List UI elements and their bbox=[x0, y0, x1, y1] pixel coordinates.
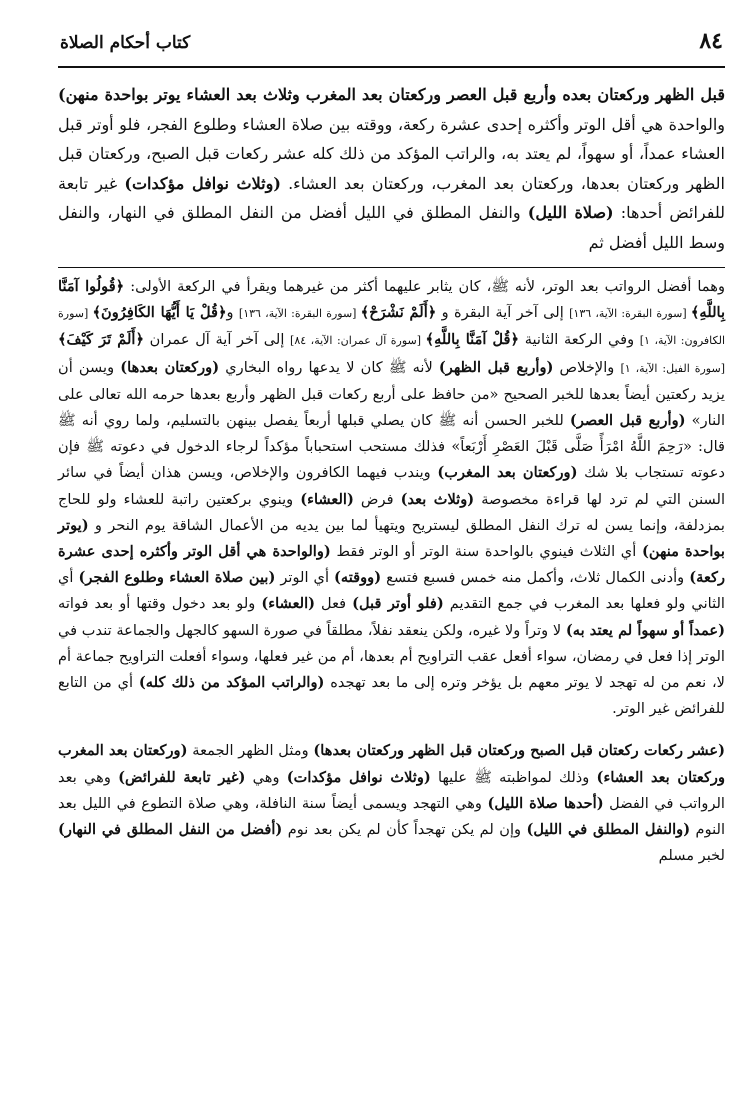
footnote-text-segment: وأدنى الكمال ثلاث، وأكمل منه خمس فسبع فتسع bbox=[381, 569, 690, 587]
quran-verse: ﴿قُلْ يَا أَيُّهَا الكَافِرُونَ﴾ bbox=[92, 304, 227, 322]
footnote-bold-segment: (والراتب المؤكد من ذلك كله) bbox=[138, 674, 325, 692]
footnotes bbox=[58, 274, 725, 869]
page-header bbox=[58, 28, 725, 68]
main-bold-segment: قبل الظهر وركعتان بعده وأربع قبل العصر وركعتان بعد المغرب وثلاث بعد العشاء يوتر بواحدة منهن) bbox=[58, 85, 725, 104]
main-bold-segment: (وثلاث نوافل مؤكدات) bbox=[124, 173, 281, 193]
book-page bbox=[58, 28, 725, 869]
footnote-bold-segment: (عمداً أو سهواً لم يعتد به) bbox=[565, 621, 725, 639]
footnote-text-segment: أي الوتر bbox=[275, 569, 335, 587]
footnote-text-segment: ويسن أن يزيد ركعتين أيضاً بعدها للخبر الصحيح «من حافظ على أربع ركعات قبل الظهر وأربع بعدها حرمه الله تعالى على النار» bbox=[58, 358, 726, 430]
footnote-text-segment: وإن لم يكن تهجداً كأن لم يكن بعد نوم bbox=[282, 821, 527, 839]
footnote-bold-segment: (وأربع قبل العصر) bbox=[569, 412, 686, 430]
footnote-text-segment: للخبر الحسن أنه ﷺ كان يصلي قبلها أربعاً يفصل بينهن بالتسليم، ولما روي أنه ﷺ قال: «رَحِمَ اللَّهُ امْرَأً صَلَّى قَبْلَ العَصْرِ أَرْبَعاً» فذلك مستحب استحباباً مؤكداً لرجاء الدخول في دعوته ﷺ فإن دعوته تستجاب بلا شك bbox=[58, 412, 725, 482]
footnote-bold-segment: (وأربع قبل الظهر) bbox=[438, 358, 554, 376]
footnote-bold-segment: (العشاء) bbox=[261, 595, 316, 613]
footnote-text-segment: لا وتراً ولا غيره، ولكن ينعقد نفلاً، مطلقاً في صورة السهو كالجهل والجماعة تندب في الوتر إذا فعل في رمضان، سواء أفعل عقب التراويح أم بعدها، أم من غير فعلها، وسواء أفعلت التراويح جماعة أم لا، نعم من له تهجد لا يوتر معهم بل يؤخر وتره إلى ما بعد تهجده bbox=[58, 621, 725, 692]
footnote-paragraph bbox=[58, 738, 725, 869]
footnote-bold-segment: (والنفل المطلق في الليل) bbox=[526, 821, 691, 839]
footnote-bold-segment: (يوتر بواحدة منهن) bbox=[58, 516, 725, 561]
footnote-separator bbox=[58, 267, 725, 268]
footnote-bold-segment: (وركعتان بعد المغرب) bbox=[437, 464, 578, 482]
footnote-text-segment: إلى آخر آية آل عمران bbox=[144, 331, 291, 349]
footnote-text-segment: أي من التابع للفرائض غير الوتر. bbox=[58, 674, 725, 718]
footnote-bold-segment: (والواحدة هي أقل الوتر وأكثره إحدى عشرة ركعة) bbox=[58, 543, 725, 587]
footnote-text-segment: لأنه ﷺ كان لا يدعها رواه البخاري bbox=[219, 358, 439, 376]
main-text-segment: والنفل المطلق في الليل أفضل من النفل المطلق في النهار، والنفل وسط الليل أفضل ثم bbox=[58, 203, 725, 252]
quran-verse: ﴿قُولُوا آمَنَّا بِاللَّهِ﴾ bbox=[58, 278, 726, 322]
main-bold-segment: (صلاة الليل) bbox=[527, 203, 614, 222]
footnote-text-segment: وهي التهجد ويسمى أيضاً سنة النافلة، وهي صلاة التطوع في الليل بعد النوم bbox=[58, 794, 726, 839]
footnote-text-segment: ومثل الظهر الجمعة bbox=[187, 742, 314, 760]
footnote-bold-segment: (أحدها صلاة الليل) bbox=[487, 794, 604, 812]
book-title: كتاب أحكام الصلاة bbox=[60, 33, 191, 53]
footnote-text-segment: ويندب فيهما الكافرون والإخلاص، ويسن هذان أيضاً في سائر السنن التي لم ترد لها قراءة مخصوصة bbox=[58, 464, 725, 508]
footnote-bold-segment: (غير تابعة للفرائض) bbox=[118, 768, 246, 786]
main-paragraph bbox=[58, 80, 725, 257]
footnote-text-segment: أي الثلاث فينوي بالواحدة سنة الوتر أو الوتر فقط bbox=[330, 543, 642, 561]
main-text-segment: غير تابعة للفرائض أحدها: bbox=[58, 173, 725, 222]
footnote-text-segment: و bbox=[226, 304, 239, 322]
footnote-bold-segment: (ووقته) bbox=[334, 569, 382, 587]
main-text bbox=[58, 80, 725, 257]
footnote-text-segment: وهما أفضل الرواتب بعد الوتر، لأنه ﷺ، كان يثابر عليهما أكثر من غيرهما ويقرأ في الركعة الأولى: bbox=[124, 278, 725, 295]
footnote-text-segment: والإخلاص bbox=[553, 358, 621, 376]
footnote-text-segment: ولو بعد دخول وقتها أو بعد فواته bbox=[58, 595, 262, 613]
footnote-bold-segment: (وركعتان بعدها) bbox=[120, 358, 220, 376]
quran-verse: ﴿أَلَمْ نَشْرَحْ﴾ bbox=[360, 304, 437, 322]
footnote-text-segment: وهي بعد الرواتب في الفضل bbox=[58, 768, 725, 812]
quran-verse: ﴿أَلَمْ تَرَ كَيْفَ﴾ bbox=[58, 331, 144, 349]
verse-reference: [سورة الفيل: الآية، ١] bbox=[620, 361, 725, 375]
footnote-text-segment: فعل bbox=[315, 595, 353, 613]
footnote-bold-segment: (العشاء) bbox=[300, 490, 354, 508]
verse-reference: [سورة البقرة: الآية، ١٣٦] bbox=[238, 307, 361, 321]
footnote-text-segment: فرض bbox=[353, 490, 401, 508]
footnote-bold-segment: (وثلاث نوافل مؤكدات) bbox=[286, 768, 431, 786]
footnote-text-segment: لخبر مسلم bbox=[658, 847, 725, 865]
verse-reference: [سورة البقرة: الآية، ١٣٦] bbox=[569, 307, 691, 321]
footnote-text-segment: وينوي بركعتين راتبة للعشاء ولو للحاج بمزدلفة، وإنما يسن له ترك النفل المطلق ليستريح ويتهيأ لما بين يديه من الأعمال الشاقة يوم النحر و bbox=[58, 490, 725, 534]
quran-verse: ﴿قُلْ آمَنَّا بِاللَّهِ﴾ bbox=[425, 331, 520, 349]
verse-reference: [سورة آل عمران: الآية، ٨٤] bbox=[290, 334, 426, 348]
footnote-bold-segment: (عشر ركعات ركعتان قبل الصبح وركعتان قبل الظهر وركعتان بعدها) bbox=[313, 742, 725, 760]
footnote-text-segment: وفي الركعة الثانية bbox=[519, 331, 640, 349]
footnote-text-segment: وهي bbox=[245, 768, 287, 786]
footnote-bold-segment: (وثلاث بعد) bbox=[400, 490, 475, 508]
footnote-text-segment: إلى آخر آية البقرة و bbox=[436, 304, 570, 322]
footnote-bold-segment: (وركعتان بعد المغرب وركعتان بعد العشاء) bbox=[58, 742, 726, 786]
main-text-segment: والواحدة هي أقل الوتر وأكثره إحدى عشرة ركعة، ووقته بين صلاة العشاء وطلوع الفجر، فلو أوتر قبل العشاء عمداً، أو سهواً، لم يعتد به، والراتب المؤكد من ذلك كله عشر ركعات قبل الصبح، وركعتان قبل الظهر وركعتان بعدها، وركعتان بعد المغرب، وركعتان بعد العشاء. bbox=[58, 114, 726, 193]
footnote-paragraph bbox=[58, 274, 725, 722]
footnote-bold-segment: (بين صلاة العشاء وطلوع الفجر) bbox=[78, 569, 276, 587]
footnote-text-segment: أي الثاني ولو فعلها بعد المغرب في جمع التقديم bbox=[58, 569, 725, 613]
verse-reference: [سورة الكافرون: الآية، ١] bbox=[58, 307, 726, 348]
footnote-bold-segment: (أفضل من النفل المطلق في النهار) bbox=[58, 821, 283, 839]
page-number: ٨٤ bbox=[699, 28, 723, 54]
footnote-bold-segment: (فلو أوتر قبل) bbox=[352, 595, 444, 613]
footnote-text-segment: وذلك لمواظبته ﷺ عليها bbox=[430, 768, 597, 786]
